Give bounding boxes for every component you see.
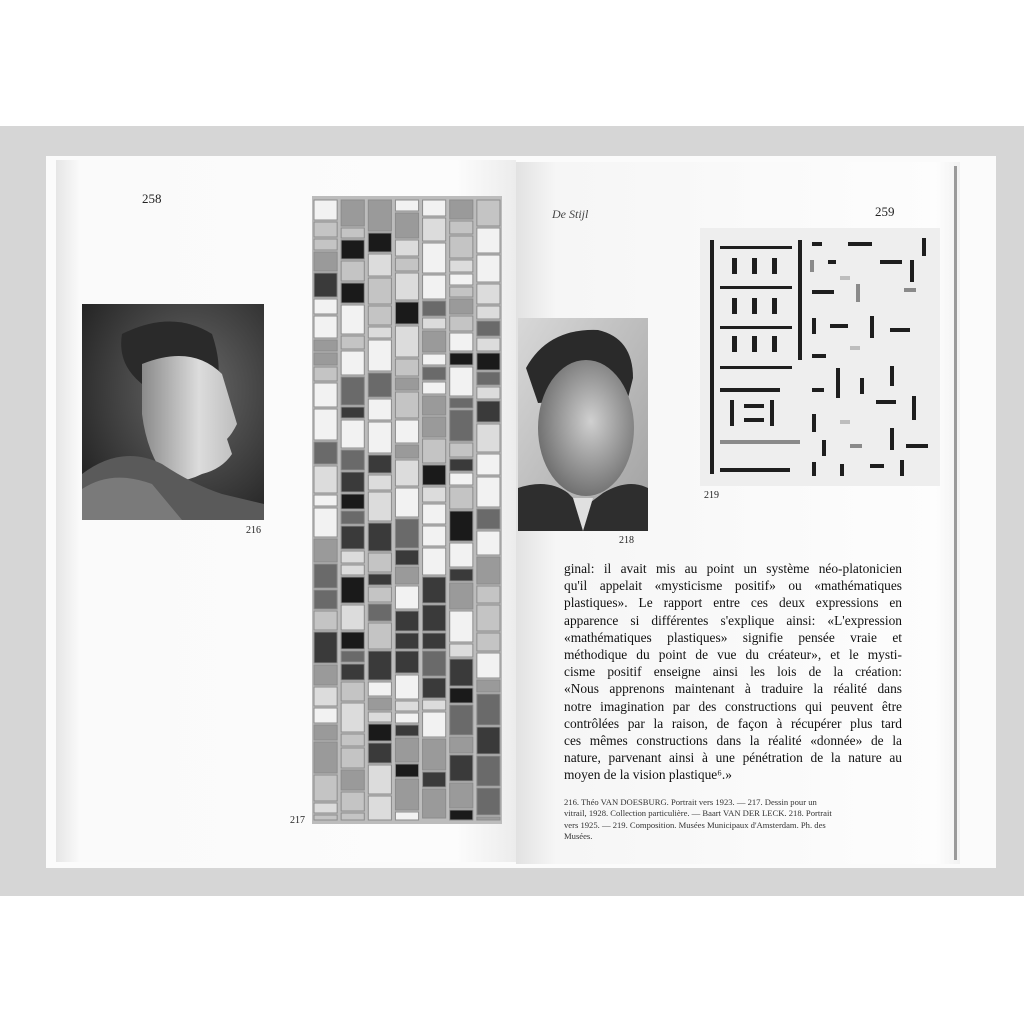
glass-pane — [341, 336, 364, 349]
composition-bar — [812, 354, 826, 358]
composition-bar — [812, 318, 816, 334]
composition-bar — [870, 316, 874, 338]
glass-pane — [450, 287, 473, 297]
glass-pane — [450, 367, 473, 396]
composition-bar — [890, 328, 910, 332]
glass-pane — [477, 633, 500, 651]
glass-pane — [423, 605, 446, 631]
composition-bar — [770, 400, 774, 426]
glass-pane — [341, 734, 364, 746]
glass-pane — [314, 725, 337, 740]
glass-pane — [368, 233, 391, 252]
glass-pane — [477, 387, 500, 399]
glass-pane — [368, 523, 391, 551]
glass-pane — [314, 222, 337, 237]
glass-pane — [477, 586, 500, 603]
glass-pane — [314, 687, 337, 706]
glass-pane — [477, 817, 500, 820]
glass-pane — [450, 511, 473, 541]
composition-bar — [720, 246, 792, 249]
glass-pane — [450, 333, 473, 351]
glass-pane — [395, 273, 418, 300]
glass-pane — [368, 587, 391, 602]
right-page-number: 259 — [875, 204, 895, 219]
composition-bar — [730, 400, 734, 426]
glass-pane — [395, 378, 418, 390]
glass-pane — [450, 299, 473, 314]
glass-pane — [477, 680, 500, 692]
glass-pane — [423, 417, 446, 437]
glass-pane — [314, 632, 337, 663]
glass-pane — [314, 299, 337, 314]
figure-219-label: 219 — [704, 490, 719, 501]
footnote-line: 216. Théo VAN DOESBURG. Portrait vers 1923. — 217. Dessin pour un — [564, 797, 817, 807]
glass-pane — [395, 550, 418, 565]
glass-pane — [314, 353, 337, 365]
glass-pane — [314, 252, 337, 271]
glass-pane — [341, 351, 364, 375]
composition-bar — [910, 260, 914, 282]
figure-captions-footnote — [564, 797, 904, 843]
glass-pane — [423, 504, 446, 524]
glass-pane — [450, 443, 473, 457]
glass-pane — [423, 739, 446, 770]
glass-pane — [423, 331, 446, 352]
glass-pane — [423, 275, 446, 299]
composition-bar — [906, 444, 928, 448]
composition-bar — [890, 366, 894, 386]
glass-pane — [450, 705, 473, 735]
glass-pane — [368, 327, 391, 338]
glass-pane — [368, 254, 391, 276]
glass-pane — [314, 742, 337, 773]
glass-pane — [314, 803, 337, 813]
glass-pane — [450, 755, 473, 781]
glass-pane — [395, 392, 418, 418]
glass-pane — [395, 633, 418, 649]
glass-pane — [314, 495, 337, 506]
glass-pane — [477, 756, 500, 786]
composition-bar — [840, 420, 850, 424]
glass-pane — [477, 727, 500, 754]
composition-bar — [860, 378, 864, 394]
body-line: ginal: il avait mis au point un système néo-platonicien — [564, 561, 902, 576]
composition-bar — [744, 404, 764, 408]
glass-pane — [477, 284, 500, 304]
glass-pane — [341, 682, 364, 701]
composition-bar — [922, 238, 926, 256]
glass-pane — [395, 764, 418, 777]
composition-bar — [772, 298, 777, 314]
glass-pane — [450, 783, 473, 808]
left-page-number: 258 — [142, 191, 162, 206]
glass-pane — [341, 511, 364, 524]
glass-pane — [423, 487, 446, 502]
glass-pane — [477, 557, 500, 584]
glass-pane — [423, 548, 446, 575]
glass-pane — [423, 218, 446, 241]
glass-pane — [395, 213, 418, 238]
glass-pane — [395, 611, 418, 631]
glass-pane — [341, 240, 364, 259]
composition-bar — [720, 388, 780, 392]
glass-pane — [368, 682, 391, 696]
glass-pane — [314, 564, 337, 588]
glass-pane — [314, 508, 337, 537]
glass-pane — [314, 611, 337, 630]
composition-bar — [856, 284, 860, 302]
glass-pane — [341, 577, 364, 603]
glass-pane — [314, 590, 337, 609]
glass-pane — [395, 460, 418, 486]
body-line: qu'il appelait «mysticisme positif» ou «mathématiques — [564, 578, 902, 594]
glass-pane — [341, 420, 364, 448]
glass-pane — [477, 401, 500, 422]
glass-pane — [450, 459, 473, 471]
glass-pane — [423, 651, 446, 676]
glass-pane — [423, 678, 446, 698]
glass-pane — [450, 236, 473, 258]
composition-bar — [732, 298, 737, 314]
composition-bar — [812, 242, 822, 246]
composition-bar — [876, 400, 896, 404]
glass-pane — [423, 318, 446, 329]
glass-pane — [368, 604, 391, 621]
glass-pane — [477, 372, 500, 385]
glass-pane — [314, 466, 337, 493]
glass-pane — [368, 651, 391, 680]
glass-pane — [314, 442, 337, 464]
glass-pane — [314, 316, 337, 338]
composition-bar — [732, 336, 737, 352]
glass-pane — [477, 255, 500, 282]
glass-pane — [314, 367, 337, 381]
composition-bar — [822, 440, 826, 456]
glass-pane — [423, 367, 446, 380]
glass-pane — [450, 473, 473, 485]
glass-pane — [314, 340, 337, 351]
glass-pane — [423, 301, 446, 316]
glass-pane — [341, 526, 364, 549]
glass-pane — [423, 382, 446, 394]
composition-bar — [720, 366, 792, 369]
glass-pane — [395, 445, 418, 458]
glass-pane — [368, 553, 391, 572]
glass-pane — [341, 651, 364, 662]
glass-pane — [450, 274, 473, 285]
glass-pane — [423, 354, 446, 365]
glass-pane — [423, 633, 446, 649]
figure-216-label: 216 — [246, 525, 261, 536]
body-line: nature, parvenant ainsi à une pénétration de la nature au — [564, 750, 902, 766]
glass-pane — [477, 694, 500, 725]
glass-pane — [341, 792, 364, 811]
body-line: «Nous apprenons maintenant à traduire la réalité dans — [564, 681, 902, 697]
glass-pane — [477, 321, 500, 336]
glass-pane — [450, 583, 473, 609]
glass-pane — [423, 789, 446, 818]
glass-pane — [341, 228, 364, 238]
glass-pane — [450, 487, 473, 509]
composition-bar — [812, 462, 816, 476]
composition-bar — [798, 240, 802, 360]
glass-pane — [477, 338, 500, 351]
composition-bar — [812, 414, 816, 432]
composition-bar — [828, 260, 836, 264]
glass-pane — [477, 788, 500, 815]
glass-pane — [395, 420, 418, 443]
glass-pane — [423, 700, 446, 710]
composition-bar — [744, 418, 764, 422]
figure-217-stained-glass — [312, 196, 502, 824]
glass-pane — [395, 240, 418, 256]
glass-pane — [314, 239, 337, 250]
glass-pane — [341, 494, 364, 509]
glass-pane — [341, 305, 364, 334]
glass-pane — [368, 373, 391, 397]
composition-bar — [812, 388, 824, 392]
composition-bar — [850, 444, 862, 448]
composition-bar — [836, 368, 840, 398]
glass-pane — [314, 815, 337, 820]
glass-pane — [395, 567, 418, 584]
glass-pane — [395, 725, 418, 736]
glass-pane — [477, 509, 500, 529]
glass-pane — [450, 659, 473, 686]
figure-219-composition — [700, 228, 940, 486]
body-line: moyen de la vision plastique⁶.» — [564, 767, 732, 783]
composition-bar — [720, 440, 800, 444]
figure-218-label: 218 — [619, 535, 634, 546]
body-text — [564, 560, 902, 784]
glass-pane — [450, 644, 473, 657]
glass-pane — [450, 200, 473, 219]
glass-pane — [423, 465, 446, 485]
footnote-line: vitrail, 1928. Collection particulière. — Baart VAN DER LECK. 218. Portrait — [564, 808, 832, 819]
glass-pane — [368, 765, 391, 794]
glass-pane — [395, 359, 418, 376]
glass-pane — [368, 698, 391, 710]
glass-pane — [423, 526, 446, 546]
figure-218-portrait — [518, 318, 648, 531]
glass-pane — [477, 200, 500, 226]
composition-bar — [732, 258, 737, 274]
glass-pane — [450, 688, 473, 703]
body-line: plastiques». Le rapport entre ces deux expressions en — [564, 595, 902, 611]
glass-pane — [368, 340, 391, 371]
glass-pane — [423, 243, 446, 273]
composition-bar — [904, 288, 916, 292]
glass-pane — [477, 477, 500, 507]
glass-pane — [314, 708, 337, 723]
glass-pane — [341, 748, 364, 768]
body-line: apparence si différentes s'explique ainsi: «L'expression — [564, 612, 902, 628]
composition-bar — [912, 396, 916, 420]
glass-pane — [368, 743, 391, 763]
glass-pane — [423, 200, 446, 216]
glass-pane — [314, 200, 337, 220]
glass-pane — [395, 738, 418, 762]
glass-pane — [450, 398, 473, 408]
glass-pane — [341, 632, 364, 649]
glass-pane — [477, 353, 500, 370]
glass-pane — [450, 810, 473, 820]
body-line: cisme positif enseigne ainsi les lois de la création: — [564, 664, 902, 680]
glass-pane — [477, 424, 500, 452]
glass-pane — [450, 221, 473, 234]
body-line: ces mêmes constructions dans la réalité «donnée» de la — [564, 733, 902, 749]
glass-pane — [368, 724, 391, 741]
glass-pane — [314, 273, 337, 297]
body-line: contrôlées par la raison, de façon à récupérer plus tard — [564, 715, 902, 731]
glass-pane — [368, 796, 391, 820]
glass-pane — [395, 326, 418, 357]
composition-bar — [830, 324, 848, 328]
glass-pane — [423, 712, 446, 737]
glass-pane — [423, 577, 446, 603]
glass-pane — [341, 551, 364, 563]
glass-pane — [341, 605, 364, 630]
glass-pane — [368, 623, 391, 649]
glass-pane — [477, 653, 500, 678]
body-line: notre imagination par des constructions qui peuvent être — [564, 698, 902, 714]
glass-pane — [368, 422, 391, 453]
composition-bar — [772, 258, 777, 274]
composition-bar — [848, 242, 872, 246]
glass-pane — [423, 772, 446, 787]
glass-pane — [395, 675, 418, 699]
composition-bar — [772, 336, 777, 352]
glass-pane — [368, 455, 391, 473]
glass-pane — [368, 574, 391, 585]
glass-pane — [314, 665, 337, 685]
composition-bar — [812, 290, 834, 294]
figure-216-portrait — [82, 304, 264, 520]
glass-pane — [450, 543, 473, 567]
glass-pane — [341, 407, 364, 418]
glass-pane — [477, 228, 500, 253]
glass-pane — [395, 519, 418, 548]
glass-pane — [395, 302, 418, 324]
glass-pane — [341, 703, 364, 732]
glass-pane — [368, 278, 391, 304]
glass-pane — [450, 260, 473, 272]
glass-pane — [395, 812, 418, 820]
composition-bar — [880, 260, 902, 264]
glass-pane — [477, 306, 500, 319]
glass-pane — [423, 439, 446, 463]
glass-pane — [341, 813, 364, 820]
glass-pane — [368, 200, 391, 231]
composition-bar — [870, 464, 884, 468]
glass-pane — [450, 316, 473, 331]
glass-pane — [341, 377, 364, 405]
glass-pane — [450, 611, 473, 642]
composition-bar — [850, 346, 860, 350]
glass-pane — [314, 539, 337, 562]
footnote-line: Musées. — [564, 831, 593, 842]
glass-pane — [341, 770, 364, 790]
glass-pane — [341, 200, 364, 226]
composition-bar — [720, 468, 790, 472]
glass-pane — [341, 283, 364, 303]
glass-pane — [368, 399, 391, 420]
glass-pane — [368, 492, 391, 521]
glass-pane — [341, 261, 364, 281]
glass-pane — [368, 475, 391, 490]
glass-pane — [477, 605, 500, 631]
glass-pane — [314, 775, 337, 801]
page-edge — [954, 166, 957, 860]
glass-pane — [314, 409, 337, 440]
glass-pane — [395, 713, 418, 723]
running-head: De Stijl — [552, 207, 589, 221]
composition-bar — [720, 286, 792, 289]
glass-pane — [368, 712, 391, 722]
glass-pane — [450, 410, 473, 441]
composition-bar — [840, 276, 850, 280]
glass-pane — [395, 258, 418, 271]
glass-pane — [395, 701, 418, 711]
glass-pane — [450, 569, 473, 581]
composition-bar — [810, 260, 814, 272]
glass-pane — [341, 472, 364, 492]
body-line: «mathématiques plastiques» signifie pensée vraie et — [564, 629, 902, 645]
glass-pane — [395, 779, 418, 810]
glass-pane — [477, 454, 500, 475]
glass-pane — [341, 450, 364, 470]
glass-pane — [395, 200, 418, 211]
composition-bar — [752, 336, 757, 352]
composition-bar — [900, 460, 904, 476]
figure-217-label: 217 — [290, 815, 305, 826]
glass-pane — [477, 531, 500, 555]
glass-pane — [314, 383, 337, 407]
body-line: méthodique du point de vue du créateur», et le mysti- — [564, 647, 902, 663]
glass-pane — [395, 586, 418, 609]
glass-pane — [368, 306, 391, 325]
glass-pane — [423, 396, 446, 415]
glass-pane — [341, 565, 364, 575]
composition-bar — [752, 258, 757, 274]
composition-bar — [752, 298, 757, 314]
glass-pane — [395, 488, 418, 517]
composition-bar — [840, 464, 844, 476]
glass-pane — [395, 651, 418, 673]
glass-pane — [341, 664, 364, 680]
composition-bar — [890, 428, 894, 450]
composition-bar — [710, 240, 714, 474]
glass-pane — [450, 353, 473, 365]
footnote-line: vers 1925. — 219. Composition. Musées Municipaux d'Amsterdam. Ph. des — [564, 819, 826, 830]
glass-pane — [450, 737, 473, 753]
composition-bar — [720, 326, 792, 329]
